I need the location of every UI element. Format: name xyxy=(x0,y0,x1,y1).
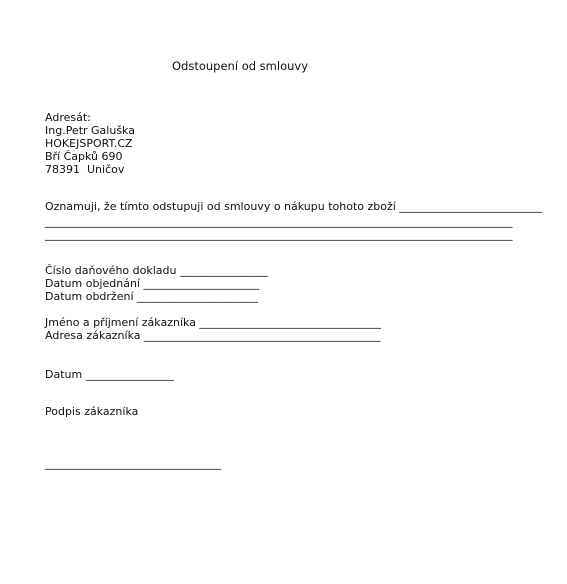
document-title: Odstoupení od smlouvy xyxy=(172,59,309,73)
addressee-company: HOKEJSPORT.CZ xyxy=(45,137,133,150)
addressee-label: Adresát: xyxy=(45,111,91,124)
customer-name-field: Jméno a příjmení zákazníka _________________________________ xyxy=(45,316,381,329)
order-date-field: Datum objednání _____________________ xyxy=(45,277,259,290)
addressee-name: Ing.Petr Galuška xyxy=(45,124,135,137)
signature-label: Podpis zákazníka xyxy=(45,405,139,418)
tax-document-field: Číslo daňového dokladu ________________ xyxy=(45,264,268,277)
receipt-date-field: Datum obdržení ______________________ xyxy=(45,290,258,303)
customer-address-field: Adresa zákazníka ___________________________________________ xyxy=(45,329,381,342)
notice-blank-line-1: _____________________________________________________________________________________ xyxy=(45,215,513,228)
notice-text: Oznamuji, že tímto odstupuji od smlouvy o nákupu tohoto zboží __________________________ xyxy=(45,200,543,213)
addressee-city: 78391 Uničov xyxy=(45,163,125,176)
date-field: Datum ________________ xyxy=(45,368,174,381)
addressee-street: Bří Čapků 690 xyxy=(45,150,123,163)
signature-line: ________________________________ xyxy=(45,457,221,470)
notice-blank-line-2: _____________________________________________________________________________________ xyxy=(45,228,513,241)
